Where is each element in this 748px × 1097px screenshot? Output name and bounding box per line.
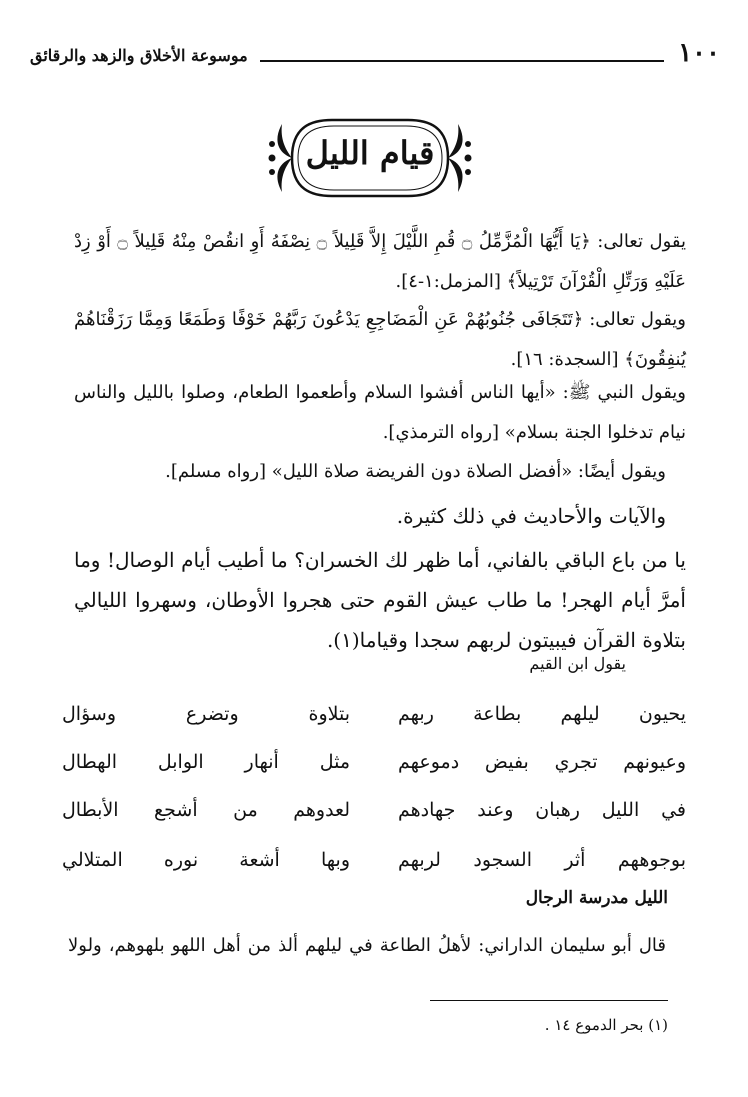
verse-second-hemistich: بتلاوة وتضرع وسؤال <box>62 703 350 725</box>
quran-verse-paragraph: ويقول تعالى: ﴿تَتَجَافَى جُنُوبُهُمْ عَنِ الْمَضَاجِعِ يَدْعُونَ رَبَّهُمْ خَوْفًا وَطَمَعًا وَمِمَّا رَزَقْنَاهُمْ يُنفِقُونَ﴾ [السجدة: ١٦]. <box>74 309 686 370</box>
header-rule <box>260 60 664 62</box>
poem-intro: يقول ابن القيم <box>529 654 626 673</box>
verse-second-hemistich: لعدوهم من أشجع الأبطال <box>62 799 350 821</box>
summary-paragraph: والآيات والأحاديث في ذلك كثيرة. <box>396 504 666 528</box>
verse-first-hemistich: يحيون ليلهم بطاعة ربهم <box>398 703 686 725</box>
verse-second-hemistich: مثل أنهار الوابل الهطال <box>62 751 350 773</box>
chapter-title: قيام الليل <box>305 134 435 172</box>
poem-verse <box>62 690 686 738</box>
hadith-paragraph: ويقول النبي ﷺ: «أيها الناس أفشوا السلام وأطعموا الطعام، وصلوا بالليل والناس نيام تدخلوا الجنة بسلام» [رواه الترمذي]. <box>74 382 686 443</box>
chapter-title-frame <box>262 112 478 204</box>
exhortation-paragraph: يا من باع الباقي بالفاني، أما ظهر لك الخسران؟ ما أطيب أيام الوصال! وما أمرَّ أيام الهجر! ما طاب عيش القوم حتى هجروا الأوطان، وسهروا الليالي بتلاوة القرآن فيبيتون لربهم سجدا وقياما(١). <box>74 548 686 652</box>
page-header <box>30 38 720 70</box>
book-title: موسوعة الأخلاق والزهد والرقائق <box>30 46 248 65</box>
poem-verse <box>62 786 686 834</box>
page-number: ١٠٠ <box>678 38 720 68</box>
verse-first-hemistich: وعيونهم تجري بفيض دموعهم <box>398 751 686 773</box>
poem-verse <box>62 836 686 884</box>
section-subheading: الليل مدرسة الرجال <box>525 888 668 908</box>
verse-first-hemistich: بوجوههم أثر السجود لربهم <box>398 849 686 871</box>
verse-first-hemistich: في الليل رهبان وعند جهادهم <box>398 799 686 821</box>
hadith-paragraph: ويقول أيضًا: «أفضل الصلاة دون الفريضة صلاة الليل» [رواه مسلم]. <box>165 461 666 482</box>
quran-verse-paragraph: يقول تعالى: ﴿يَا أَيُّهَا الْمُزَّمِّلُ ۝ قُمِ اللَّيْلَ إِلاَّ قَلِيلاً ۝ نِصْفَهُ أَوِ انقُصْ مِنْهُ قَلِيلاً ۝ أَوْ زِدْ عَلَيْهِ وَرَتِّلِ الْقُرْآنَ تَرْتِيلاً﴾ [المزمل:١-٤]. <box>74 231 686 292</box>
closing-paragraph: قال أبو سليمان الداراني: لأهلُ الطاعة في ليلهم ألذ من أهل اللهو بلهوهم، ولولا <box>68 935 666 956</box>
footnote: (١) بحر الدموع ١٤ . <box>544 1016 668 1034</box>
verse-second-hemistich: وبها أشعة نوره المتلالي <box>62 849 350 871</box>
footnote-rule <box>430 1000 668 1001</box>
poem-verse <box>62 738 686 786</box>
